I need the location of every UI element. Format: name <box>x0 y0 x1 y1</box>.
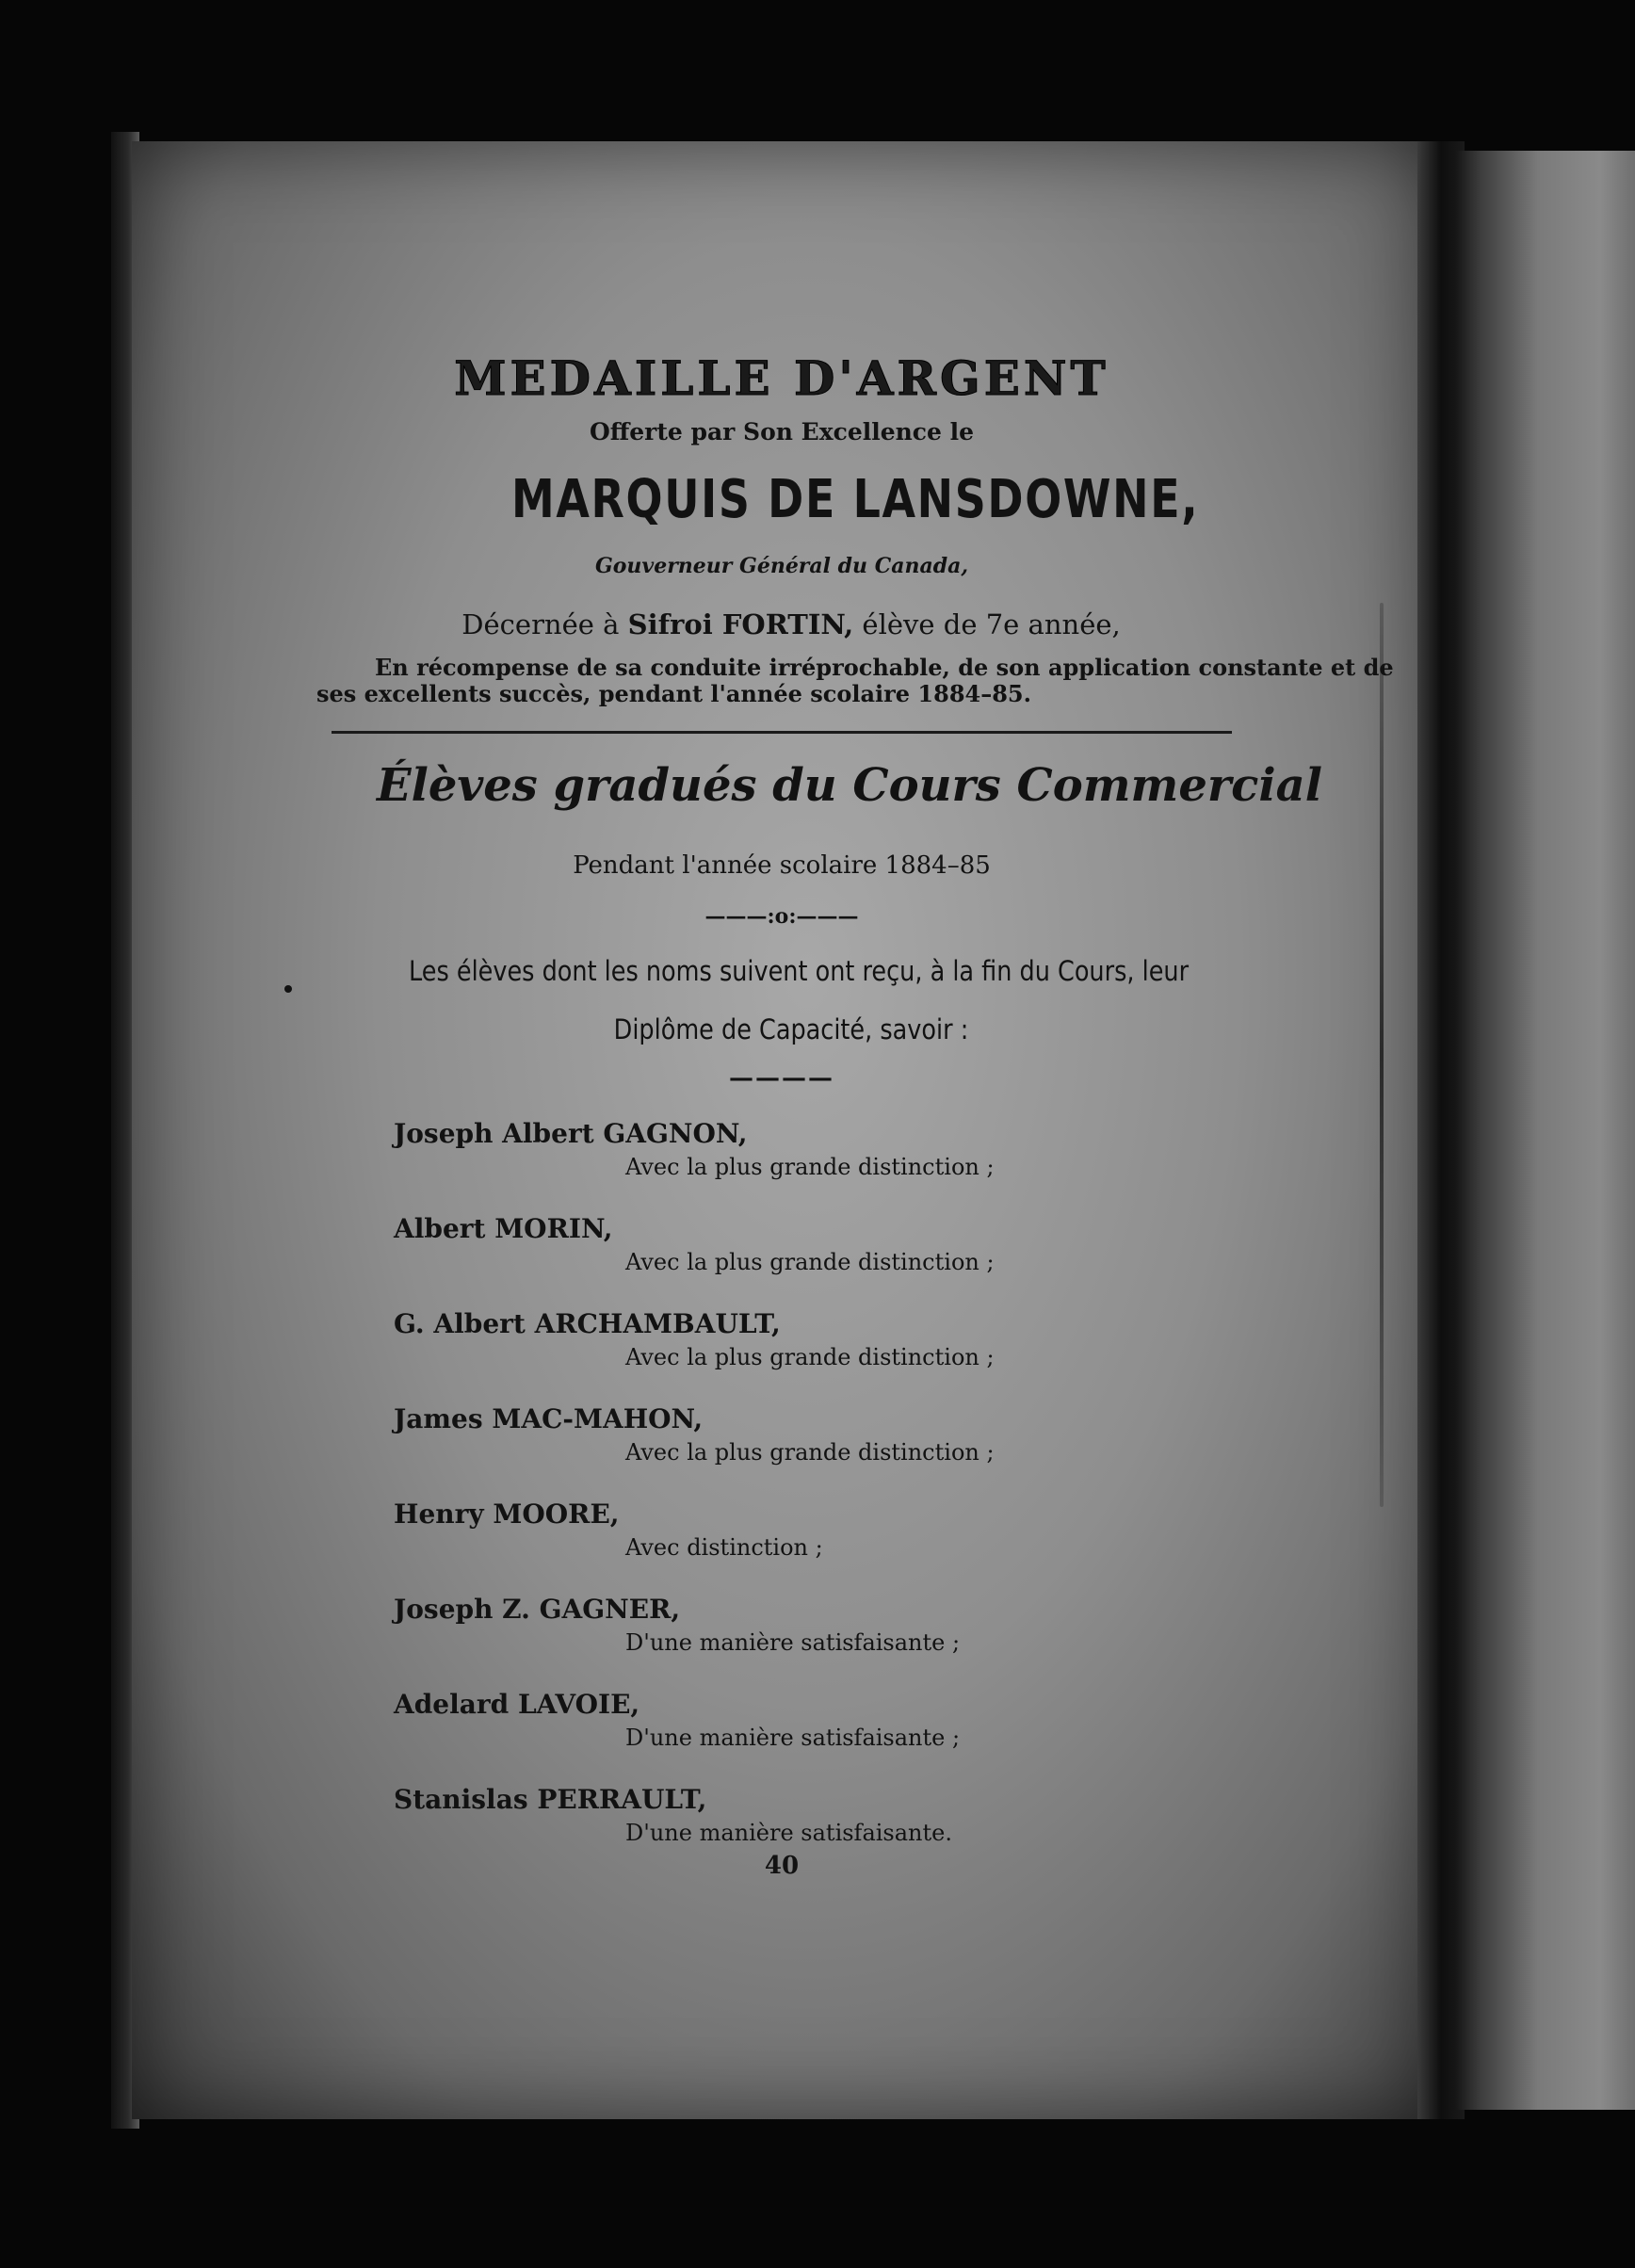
awarded-suffix: élève de 7e année, <box>862 608 1121 640</box>
medal-title: MEDAILLE D'ARGENT <box>454 350 1109 406</box>
medal-citation-line1: En récompense de sa conduite irréprochable, de son application constante et de <box>375 654 1394 681</box>
list-item <box>394 1307 1109 1402</box>
awarded-name: Sifroi FORTIN, <box>627 608 854 640</box>
ornament-separator: ———:o:——— <box>704 904 859 929</box>
graduate-mention: Avec la plus grande distinction ; <box>625 1344 995 1370</box>
graduate-name: Albert MORIN, <box>394 1213 613 1244</box>
list-item <box>394 1688 1109 1783</box>
page-number: 40 <box>764 1852 800 1880</box>
medal-patron: MARQUIS DE LANSDOWNE, <box>511 469 1200 530</box>
medal-offered-by: Offerte par Son Excellence le <box>589 418 975 446</box>
graduate-mention: D'une manière satisfaisante ; <box>625 1725 961 1751</box>
graduates-title: Élèves gradués du Cours Commercial <box>377 759 1322 812</box>
graduate-mention: Avec la plus grande distinction ; <box>625 1154 995 1180</box>
graduate-name: Adelard LAVOIE, <box>394 1689 640 1720</box>
medal-awarded-line <box>433 608 1149 640</box>
graduates-period: Pendant l'année scolaire 1884–85 <box>573 851 991 880</box>
section-divider <box>332 731 1232 734</box>
dash-separator: ———— <box>729 1064 834 1093</box>
graduate-name: James MAC-MAHON, <box>394 1403 704 1434</box>
graduate-name: G. Albert ARCHAMBAULT, <box>394 1308 781 1339</box>
graduate-name: Henry MOORE, <box>394 1498 620 1530</box>
list-item <box>394 1212 1109 1307</box>
list-item <box>394 1593 1109 1688</box>
list-item <box>394 1117 1109 1212</box>
graduates-list <box>394 1117 1109 1878</box>
graduate-mention: D'une manière satisfaisante. <box>625 1820 952 1846</box>
list-item <box>394 1402 1109 1498</box>
list-item <box>394 1498 1109 1593</box>
graduate-mention: D'une manière satisfaisante ; <box>625 1629 961 1656</box>
ink-speck <box>284 985 292 993</box>
graduate-name: Stanislas PERRAULT, <box>394 1784 707 1815</box>
graduate-mention: Avec la plus grande distinction ; <box>625 1439 995 1466</box>
graduates-intro-line2: Diplôme de Capacité, savoir : <box>613 1013 969 1045</box>
graduate-name: Joseph Albert GAGNON, <box>394 1118 748 1149</box>
graduate-name: Joseph Z. GAGNER, <box>394 1594 681 1625</box>
medal-patron-role: Gouverneur Général du Canada, <box>594 554 969 578</box>
medal-citation-line2: ses excellents succès, pendant l'année scolaire 1884–85. <box>316 680 1031 707</box>
graduate-mention: Avec la plus grande distinction ; <box>625 1249 995 1275</box>
graduates-intro-line1: Les élèves dont les noms suivent ont reçu, à la fin du Cours, leur <box>409 955 1190 987</box>
awarded-prefix: Décernée à <box>461 608 620 640</box>
graduate-mention: Avec distinction ; <box>625 1534 823 1561</box>
